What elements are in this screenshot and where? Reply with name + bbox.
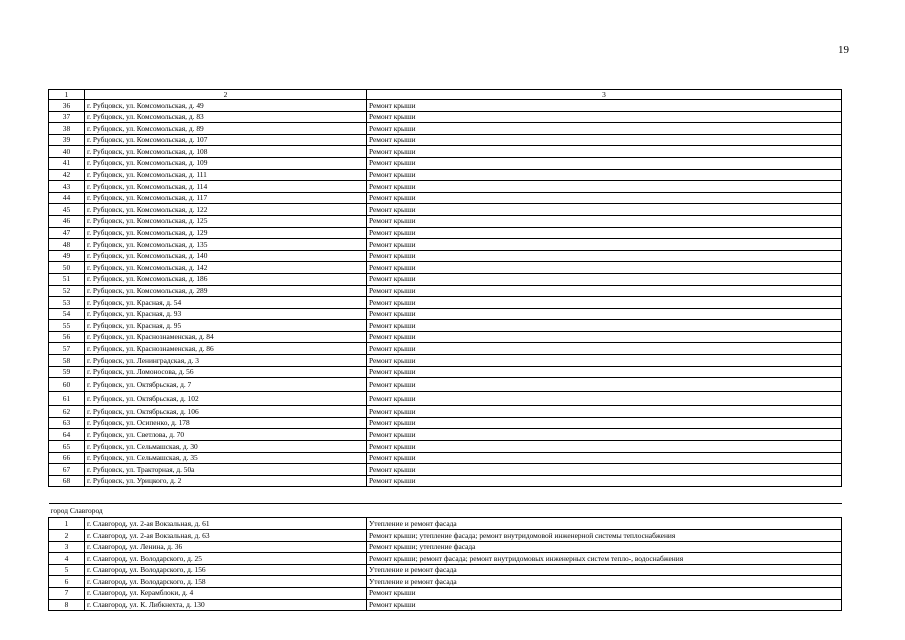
row-address: г. Рубцовск, ул. Красная, д. 93	[85, 308, 367, 320]
row-address: г. Рубцовск, ул. Краснознаменская, д. 86	[85, 343, 367, 355]
table-row	[49, 553, 842, 565]
row-number: 37	[49, 111, 85, 123]
table-row	[49, 215, 842, 227]
table-row	[49, 157, 842, 169]
row-address: г. Рубцовск, ул. Комсомольская, д. 289	[85, 285, 367, 297]
row-work-type: Ремонт крыши	[367, 262, 842, 274]
row-address: г. Славгород, ул. 2-ая Вокзальная, д. 63	[85, 530, 367, 542]
row-work-type: Ремонт крыши	[367, 343, 842, 355]
table-row	[49, 134, 842, 146]
table-row	[49, 366, 842, 378]
section-spacer	[49, 487, 842, 504]
row-number: 5	[49, 564, 85, 576]
row-number: 4	[49, 553, 85, 565]
row-address: г. Славгород, ул. Володарского, д. 25	[85, 553, 367, 565]
row-number: 39	[49, 134, 85, 146]
row-number: 64	[49, 429, 85, 441]
table-row	[49, 192, 842, 204]
row-number: 62	[49, 406, 85, 418]
row-address: г. Рубцовск, ул. Осипенко, д. 178	[85, 417, 367, 429]
table-header-row	[49, 90, 842, 100]
column-header-number: 1	[49, 90, 85, 100]
table-row	[49, 429, 842, 441]
row-number: 59	[49, 366, 85, 378]
table-row	[49, 227, 842, 239]
table-row	[49, 320, 842, 332]
row-work-type: Ремонт крыши	[367, 297, 842, 309]
row-address: г. Рубцовск, ул. Красная, д. 54	[85, 297, 367, 309]
row-work-type: Ремонт крыши; ремонт фасада; ремонт внутридомовых инженерных систем тепло-, водоснабжения	[367, 553, 842, 565]
row-number: 61	[49, 392, 85, 406]
row-number: 57	[49, 343, 85, 355]
row-number: 58	[49, 355, 85, 367]
row-address: г. Рубцовск, ул. Урицкого, д. 2	[85, 475, 367, 487]
row-work-type: Ремонт крыши	[367, 392, 842, 406]
row-address: г. Рубцовск, ул. Комсомольская, д. 122	[85, 204, 367, 216]
table-row	[49, 239, 842, 251]
table-row	[49, 417, 842, 429]
row-address: г. Славгород, ул. Ленина, д. 36	[85, 541, 367, 553]
table-row	[49, 392, 842, 406]
row-number: 65	[49, 441, 85, 453]
row-number: 6	[49, 576, 85, 588]
row-address: г. Рубцовск, ул. Комсомольская, д. 109	[85, 157, 367, 169]
table-row	[49, 181, 842, 193]
row-work-type: Ремонт крыши	[367, 320, 842, 332]
table-row	[49, 441, 842, 453]
row-number: 8	[49, 599, 85, 611]
row-number: 42	[49, 169, 85, 181]
row-work-type: Ремонт крыши	[367, 599, 842, 611]
row-work-type: Ремонт крыши	[367, 587, 842, 599]
row-work-type: Утепление и ремонт фасада	[367, 518, 842, 530]
table-row	[49, 343, 842, 355]
row-address: г. Рубцовск, ул. Комсомольская, д. 111	[85, 169, 367, 181]
table-row	[49, 587, 842, 599]
section-heading-row	[49, 504, 842, 518]
row-number: 56	[49, 331, 85, 343]
row-work-type: Ремонт крыши	[367, 441, 842, 453]
table-row	[49, 297, 842, 309]
row-number: 52	[49, 285, 85, 297]
row-number: 45	[49, 204, 85, 216]
row-address: г. Рубцовск, ул. Комсомольская, д. 114	[85, 181, 367, 193]
row-address: г. Рубцовск, ул. Комсомольская, д. 125	[85, 215, 367, 227]
row-work-type: Утепление и ремонт фасада	[367, 564, 842, 576]
row-number: 55	[49, 320, 85, 332]
row-number: 53	[49, 297, 85, 309]
row-work-type: Ремонт крыши	[367, 273, 842, 285]
row-work-type: Ремонт крыши	[367, 285, 842, 297]
row-work-type: Ремонт крыши	[367, 355, 842, 367]
table-row	[49, 123, 842, 135]
table-row	[49, 406, 842, 418]
row-work-type: Ремонт крыши	[367, 111, 842, 123]
row-work-type: Ремонт крыши	[367, 250, 842, 262]
row-address: г. Рубцовск, ул. Ленинградская, д. 3	[85, 355, 367, 367]
table-row	[49, 250, 842, 262]
row-address: г. Славгород, ул. Володарского, д. 158	[85, 576, 367, 588]
spacer-cell	[49, 487, 842, 504]
row-address: г. Рубцовск, ул. Ломоносова, д. 56	[85, 366, 367, 378]
row-address: г. Рубцовск, ул. Комсомольская, д. 108	[85, 146, 367, 158]
row-number: 67	[49, 464, 85, 476]
table-row	[49, 541, 842, 553]
row-address: г. Рубцовск, ул. Комсомольская, д. 142	[85, 262, 367, 274]
row-work-type: Ремонт крыши	[367, 331, 842, 343]
column-header-work: 3	[367, 90, 842, 100]
row-address: г. Рубцовск, ул. Сельмашская, д. 30	[85, 441, 367, 453]
row-address: г. Славгород, ул. Володарского, д. 156	[85, 564, 367, 576]
table-row	[49, 452, 842, 464]
row-work-type: Ремонт крыши	[367, 452, 842, 464]
row-address: г. Рубцовск, ул. Комсомольская, д. 107	[85, 134, 367, 146]
table-row	[49, 564, 842, 576]
row-number: 2	[49, 530, 85, 542]
table-row	[49, 378, 842, 392]
table-row	[49, 599, 842, 611]
table-row	[49, 100, 842, 112]
row-address: г. Рубцовск, ул. Красная, д. 95	[85, 320, 367, 332]
row-number: 41	[49, 157, 85, 169]
row-number: 43	[49, 181, 85, 193]
row-address: г. Рубцовск, ул. Светлова, д. 70	[85, 429, 367, 441]
row-number: 1	[49, 518, 85, 530]
row-number: 60	[49, 378, 85, 392]
row-work-type: Ремонт крыши	[367, 123, 842, 135]
row-address: г. Славгород, ул. 2-ая Вокзальная, д. 61	[85, 518, 367, 530]
row-work-type: Ремонт крыши	[367, 429, 842, 441]
row-address: г. Рубцовск, ул. Тракторная, д. 50а	[85, 464, 367, 476]
row-address: г. Рубцовск, ул. Комсомольская, д. 89	[85, 123, 367, 135]
table-row	[49, 530, 842, 542]
row-address: г. Рубцовск, ул. Комсомольская, д. 135	[85, 239, 367, 251]
row-work-type: Ремонт крыши	[367, 366, 842, 378]
table-row	[49, 464, 842, 476]
row-address: г. Рубцовск, ул. Сельмашская, д. 35	[85, 452, 367, 464]
row-address: г. Славгород, ул. Керамблоки, д. 4	[85, 587, 367, 599]
table-row	[49, 518, 842, 530]
row-number: 36	[49, 100, 85, 112]
row-number: 44	[49, 192, 85, 204]
row-number: 54	[49, 308, 85, 320]
row-number: 63	[49, 417, 85, 429]
table-row	[49, 262, 842, 274]
row-work-type: Ремонт крыши	[367, 146, 842, 158]
row-number: 48	[49, 239, 85, 251]
section-title: город Славгород	[49, 504, 842, 518]
row-work-type: Ремонт крыши; утепление фасада; ремонт внутридомовой инженерной системы теплоснабжения	[367, 530, 842, 542]
row-address: г. Рубцовск, ул. Октябрьская, д. 102	[85, 392, 367, 406]
row-work-type: Ремонт крыши	[367, 464, 842, 476]
row-work-type: Ремонт крыши	[367, 157, 842, 169]
row-work-type: Ремонт крыши	[367, 169, 842, 181]
row-address: г. Рубцовск, ул. Комсомольская, д. 83	[85, 111, 367, 123]
row-address: г. Рубцовск, ул. Октябрьская, д. 7	[85, 378, 367, 392]
row-address: г. Рубцовск, ул. Комсомольская, д. 117	[85, 192, 367, 204]
row-work-type: Ремонт крыши	[367, 181, 842, 193]
row-number: 68	[49, 475, 85, 487]
table-row	[49, 146, 842, 158]
row-work-type: Ремонт крыши	[367, 227, 842, 239]
row-number: 38	[49, 123, 85, 135]
table-row	[49, 355, 842, 367]
row-number: 47	[49, 227, 85, 239]
row-number: 40	[49, 146, 85, 158]
table-row	[49, 111, 842, 123]
row-number: 49	[49, 250, 85, 262]
row-number: 46	[49, 215, 85, 227]
row-number: 51	[49, 273, 85, 285]
column-header-address: 2	[85, 90, 367, 100]
page-number: 19	[838, 44, 849, 56]
row-work-type: Ремонт крыши	[367, 378, 842, 392]
row-address: г. Рубцовск, ул. Октябрьская, д. 106	[85, 406, 367, 418]
table-row	[49, 331, 842, 343]
row-work-type: Ремонт крыши	[367, 215, 842, 227]
row-work-type: Ремонт крыши	[367, 134, 842, 146]
table-row	[49, 169, 842, 181]
row-work-type: Утепление и ремонт фасада	[367, 576, 842, 588]
row-number: 66	[49, 452, 85, 464]
row-address: г. Славгород, ул. К. Либкнехта, д. 130	[85, 599, 367, 611]
row-work-type: Ремонт крыши	[367, 417, 842, 429]
table-row	[49, 285, 842, 297]
row-number: 50	[49, 262, 85, 274]
table-row	[49, 308, 842, 320]
row-number: 3	[49, 541, 85, 553]
row-work-type: Ремонт крыши	[367, 308, 842, 320]
table-row	[49, 475, 842, 487]
row-work-type: Ремонт крыши	[367, 204, 842, 216]
row-address: г. Рубцовск, ул. Комсомольская, д. 49	[85, 100, 367, 112]
works-table	[48, 89, 842, 611]
row-work-type: Ремонт крыши	[367, 406, 842, 418]
row-work-type: Ремонт крыши; утепление фасада	[367, 541, 842, 553]
row-address: г. Рубцовск, ул. Комсомольская, д. 186	[85, 273, 367, 285]
row-work-type: Ремонт крыши	[367, 192, 842, 204]
row-address: г. Рубцовск, ул. Комсомольская, д. 140	[85, 250, 367, 262]
row-address: г. Рубцовск, ул. Комсомольская, д. 129	[85, 227, 367, 239]
row-number: 7	[49, 587, 85, 599]
row-work-type: Ремонт крыши	[367, 475, 842, 487]
table-row	[49, 204, 842, 216]
row-address: г. Рубцовск, ул. Краснознаменская, д. 84	[85, 331, 367, 343]
row-work-type: Ремонт крыши	[367, 239, 842, 251]
row-work-type: Ремонт крыши	[367, 100, 842, 112]
table-row	[49, 273, 842, 285]
table-row	[49, 576, 842, 588]
